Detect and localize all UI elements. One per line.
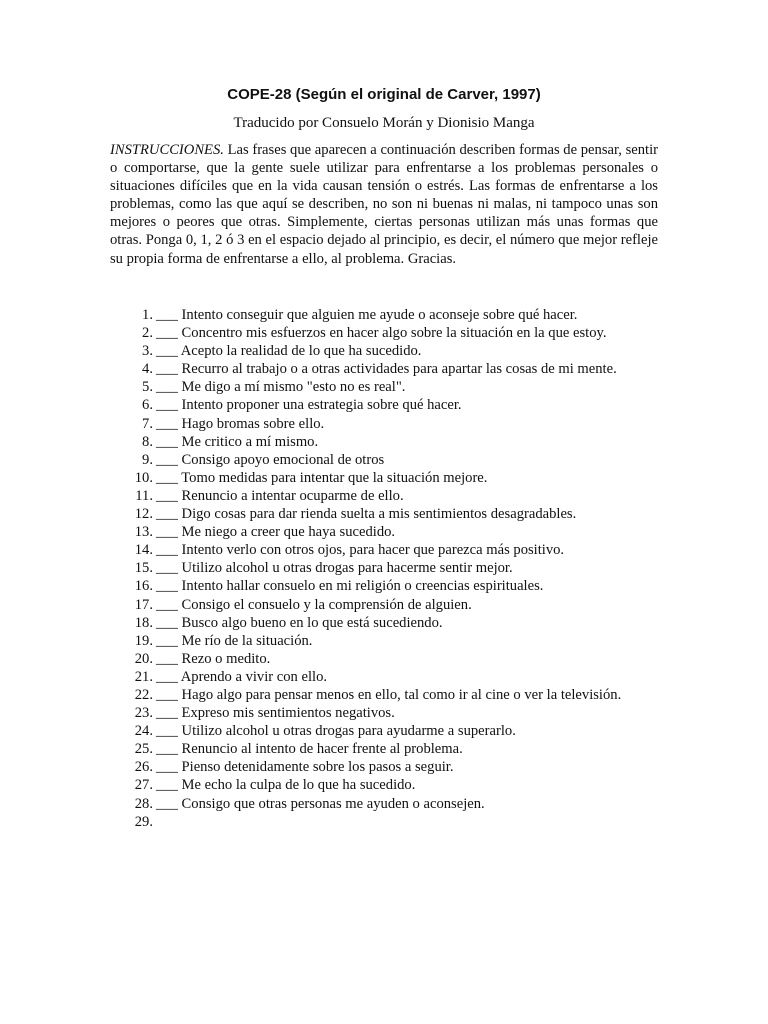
item-number: 13. (134, 524, 153, 541)
questionnaire-item (0, 306, 768, 324)
questionnaire-item (0, 795, 768, 813)
item-number: 25. (134, 741, 153, 758)
questionnaire-item (0, 469, 768, 487)
item-statement: ___ Me digo a mí mismo "esto no es real". (156, 379, 406, 396)
item-number: 21. (134, 668, 153, 685)
questionnaire-item (0, 614, 768, 632)
questionnaire-item (0, 596, 768, 614)
item-statement: ___ Me echo la culpa de lo que ha sucedido. (156, 777, 416, 794)
questionnaire-item (0, 776, 768, 794)
questionnaire-item (0, 396, 768, 414)
item-statement: ___ Consigo que otras personas me ayuden o aconsejen. (156, 795, 485, 812)
questionnaire-item (0, 577, 768, 595)
item-number: 2. (142, 325, 153, 342)
item-number: 15. (134, 560, 153, 577)
item-statement: ___ Me río de la situación. (156, 632, 313, 649)
item-number: 22. (134, 686, 153, 703)
questionnaire-item (0, 813, 768, 831)
questionnaire-items-list (0, 306, 768, 831)
item-statement: ___ Intento proponer una estrategia sobre qué hacer. (156, 397, 462, 414)
item-statement: ___ Renuncio al intento de hacer frente al problema. (156, 741, 463, 758)
item-statement: ___ Utilizo alcohol u otras drogas para ayudarme a superarlo. (156, 723, 516, 740)
questionnaire-item (0, 632, 768, 650)
item-statement: ___ Recurro al trabajo o a otras actividades para apartar las cosas de mi mente. (156, 361, 617, 378)
document-title: COPE-28 (Según el original de Carver, 1997) (227, 86, 541, 103)
item-statement: ___ Renuncio a intentar ocuparme de ello. (156, 487, 404, 504)
questionnaire-item (0, 523, 768, 541)
questionnaire-item (0, 722, 768, 740)
item-statement: ___ Consigo el consuelo y la comprensión de alguien. (156, 596, 472, 613)
questionnaire-item (0, 686, 768, 704)
item-number: 19. (134, 632, 153, 649)
item-statement: ___ Digo cosas para dar rienda suelta a mis sentimientos desagradables. (156, 506, 577, 523)
item-number: 7. (142, 415, 153, 432)
questionnaire-item (0, 668, 768, 686)
item-number: 11. (135, 487, 153, 504)
item-number: 6. (142, 397, 153, 414)
questionnaire-item (0, 758, 768, 776)
item-number: 10. (134, 469, 153, 486)
questionnaire-item (0, 378, 768, 396)
item-statement: ___ Tomo medidas para intentar que la situación mejore. (156, 469, 488, 486)
questionnaire-item (0, 541, 768, 559)
instructions-text: Las frases que aparecen a continuación describen formas de pensar, sentir o comportarse, que la gente suele utilizar para enfrentarse a los problemas personales o situaciones difíciles que en la vida causan tensión o estrés. Las formas de enfrentarse a los problemas, como las que aquí se describen, no son ni buenas ni malas, ni tampoco unas son mejores o peores que otras. Simplemente, ciertas personas utilizan más unas formas que otras. Ponga 0, 1, 2 ó 3 en el espacio dejado al principio, es decir, el número que mejor refleje su propia forma de enfrentarse a ello, al problema. Gracias. (110, 142, 658, 267)
questionnaire-item (0, 487, 768, 505)
questionnaire-item (0, 650, 768, 668)
item-number: 9. (142, 451, 153, 468)
item-number: 16. (134, 578, 153, 595)
item-statement: ___ Intento hallar consuelo en mi religión o creencias espirituales. (156, 578, 544, 595)
item-statement: ___ Me critico a mí mismo. (156, 433, 319, 450)
instructions-paragraph (110, 141, 658, 268)
item-number: 3. (142, 343, 153, 360)
questionnaire-item (0, 433, 768, 451)
item-statement: ___ Consigo apoyo emocional de otros (156, 451, 385, 468)
item-number: 27. (134, 777, 153, 794)
item-number: 20. (134, 650, 153, 667)
questionnaire-item (0, 451, 768, 469)
item-statement: ___ Expreso mis sentimientos negativos. (156, 705, 395, 722)
item-number: 5. (142, 379, 153, 396)
document-subtitle: Traducido por Consuelo Morán y Dionisio Manga (233, 115, 535, 131)
item-statement: ___ Acepto la realidad de lo que ha sucedido. (156, 343, 422, 360)
questionnaire-item (0, 342, 768, 360)
item-statement: ___ Pienso detenidamente sobre los pasos a seguir. (156, 759, 454, 776)
item-number: 17. (134, 596, 153, 613)
questionnaire-item (0, 415, 768, 433)
item-statement: ___ Utilizo alcohol u otras drogas para hacerme sentir mejor. (156, 560, 513, 577)
questionnaire-item (0, 360, 768, 378)
item-number: 1. (142, 307, 153, 323)
item-number: 23. (134, 705, 153, 722)
questionnaire-item (0, 505, 768, 523)
questionnaire-item (0, 559, 768, 577)
questionnaire-item (0, 704, 768, 722)
item-statement: ___ Aprendo a vivir con ello. (156, 668, 328, 685)
item-statement: ___ Concentro mis esfuerzos en hacer algo sobre la situación en la que estoy. (156, 325, 607, 342)
item-number: 29. (134, 813, 153, 830)
item-number: 28. (134, 795, 153, 812)
questionnaire-item (0, 740, 768, 758)
item-number: 8. (142, 433, 153, 450)
item-number: 24. (134, 723, 153, 740)
item-statement: ___ Rezo o medito. (156, 650, 271, 667)
item-number: 14. (134, 542, 153, 559)
item-number: 18. (134, 614, 153, 631)
item-number: 26. (134, 759, 153, 776)
item-statement: ___ Hago bromas sobre ello. (156, 415, 325, 432)
item-statement: ___ Hago algo para pensar menos en ello, tal como ir al cine o ver la televisión. (156, 686, 622, 703)
instructions-label: INSTRUCCIONES. (110, 142, 224, 158)
item-number: 12. (134, 506, 153, 523)
questionnaire-item (0, 324, 768, 342)
item-number: 4. (142, 361, 153, 378)
item-statement: ___ Me niego a creer que haya sucedido. (156, 524, 396, 541)
item-statement: ___ Intento verlo con otros ojos, para hacer que parezca más positivo. (156, 542, 565, 559)
item-statement: ___ Intento conseguir que alguien me ayude o aconseje sobre qué hacer. (156, 307, 578, 323)
item-statement: ___ Busco algo bueno en lo que está sucediendo. (156, 614, 443, 631)
